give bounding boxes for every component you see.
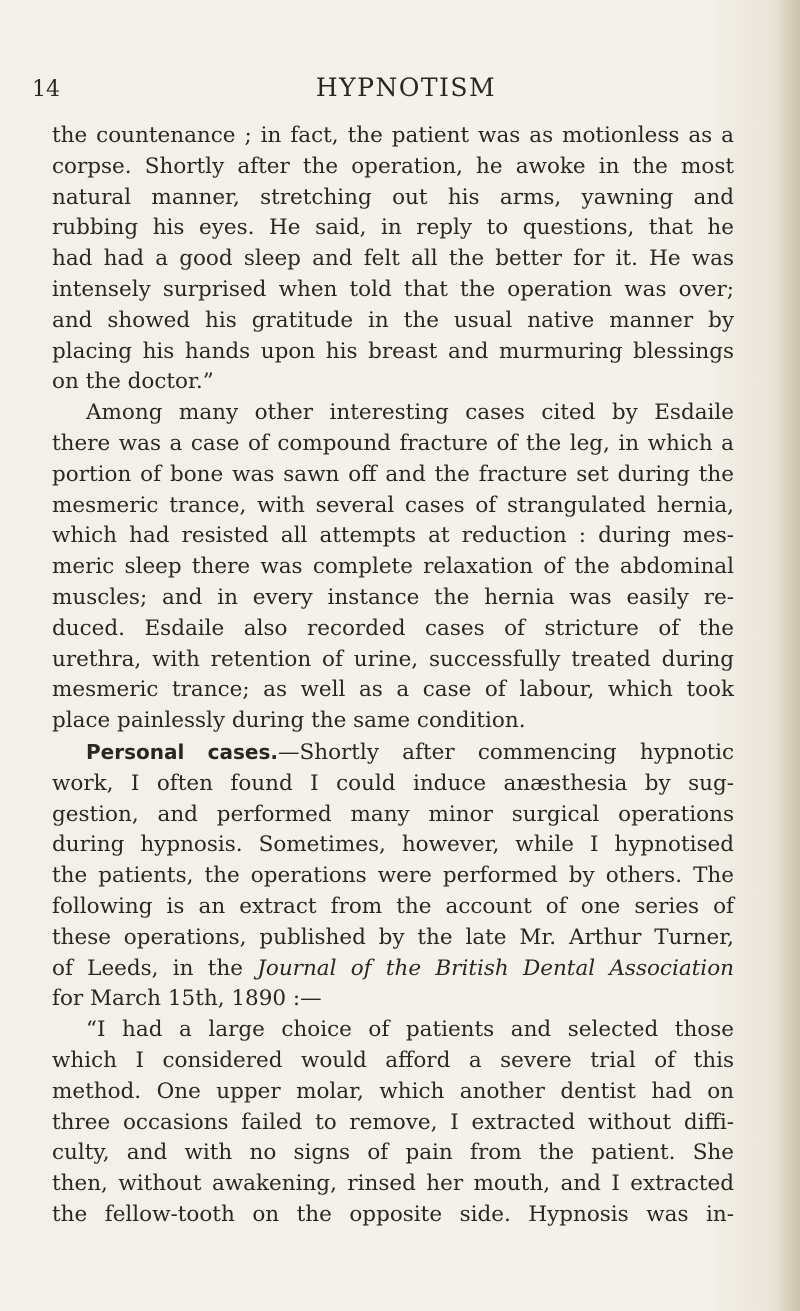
text-line: the fellow-tooth on the opposite side. Hypnosis was in- bbox=[52, 1201, 734, 1227]
page-edge-shadow bbox=[776, 0, 800, 1311]
text-line: during hypnosis. Sometimes, however, while I hypnotised bbox=[52, 832, 734, 858]
text-line: “I had a large choice of patients and selected those bbox=[86, 1017, 734, 1043]
text-line: these operations, published by the late Mr. Arthur Turner, bbox=[52, 924, 734, 950]
page-number: 14 bbox=[32, 77, 60, 102]
text-line: culty, and with no signs of pain from the patient. She bbox=[52, 1140, 734, 1166]
text-line: which I considered would afford a severe trial of this bbox=[52, 1047, 734, 1073]
text-line: mesmeric trance, with several cases of strangulated hernia, bbox=[52, 492, 734, 518]
section-lead: Personal cases. bbox=[86, 739, 278, 764]
text-line: there was a case of compound fracture of the leg, in which a bbox=[52, 430, 734, 456]
text-line: natural manner, stretching out his arms, yawning and bbox=[52, 184, 734, 210]
body-text bbox=[52, 121, 734, 1231]
text-line bbox=[52, 737, 734, 769]
section-lead-continuation: —Shortly after commencing hypnotic bbox=[278, 739, 735, 765]
text-line: on the doctor.” bbox=[52, 369, 214, 395]
text-line: placing his hands upon his breast and murmuring blessings bbox=[52, 338, 734, 364]
text-line: three occasions failed to remove, I extracted without diffi- bbox=[52, 1109, 734, 1135]
text-line: muscles; and in every instance the hernia was easily re- bbox=[52, 584, 734, 610]
text-line: the countenance ; in fact, the patient was as motionless as a bbox=[52, 123, 734, 148]
text-line: following is an extract from the account of one series of bbox=[52, 893, 734, 919]
text-line bbox=[52, 954, 734, 985]
text-line: rubbing his eyes. He said, in reply to questions, that he bbox=[52, 215, 734, 241]
text-line: the patients, the operations were performed by others. The bbox=[52, 863, 734, 889]
running-head bbox=[32, 73, 800, 113]
text-line: Among many other interesting cases cited by Esdaile bbox=[86, 400, 734, 426]
text-line: intensely surprised when told that the operation was over; bbox=[52, 276, 734, 302]
text-line: had had a good sleep and felt all the better for it. He was bbox=[52, 246, 734, 272]
text-line: portion of bone was sawn off and the fracture set during the bbox=[52, 461, 734, 487]
text-line: place painlessly during the same condition. bbox=[52, 708, 526, 734]
text-line: work, I often found I could induce anæsthesia by sug- bbox=[52, 770, 734, 796]
journal-title: Journal of the British Dental Association bbox=[257, 955, 734, 981]
text-line: then, without awakening, rinsed her mouth, and I extracted bbox=[52, 1171, 734, 1197]
text-line: duced. Esdaile also recorded cases of stricture of the bbox=[52, 615, 734, 641]
text-line: and showed his gratitude in the usual native manner by bbox=[52, 307, 734, 333]
text-line: for March 15th, 1890 :— bbox=[52, 986, 322, 1012]
text-line: meric sleep there was complete relaxation of the abdominal bbox=[52, 554, 734, 580]
text-line: which had resisted all attempts at reduction : during mes- bbox=[52, 523, 734, 549]
text-line: mesmeric trance; as well as a case of labour, which took bbox=[52, 677, 734, 703]
text-line: method. One upper molar, which another dentist had on bbox=[52, 1078, 734, 1104]
text-line: gestion, and performed many minor surgical operations bbox=[52, 801, 734, 827]
page-title: HYPNOTISM bbox=[315, 73, 497, 102]
citation-prefix: of Leeds, in the bbox=[52, 955, 243, 981]
text-line: corpse. Shortly after the operation, he awoke in the most bbox=[52, 153, 734, 179]
text-line: urethra, with retention of urine, successfully treated during bbox=[52, 646, 734, 672]
